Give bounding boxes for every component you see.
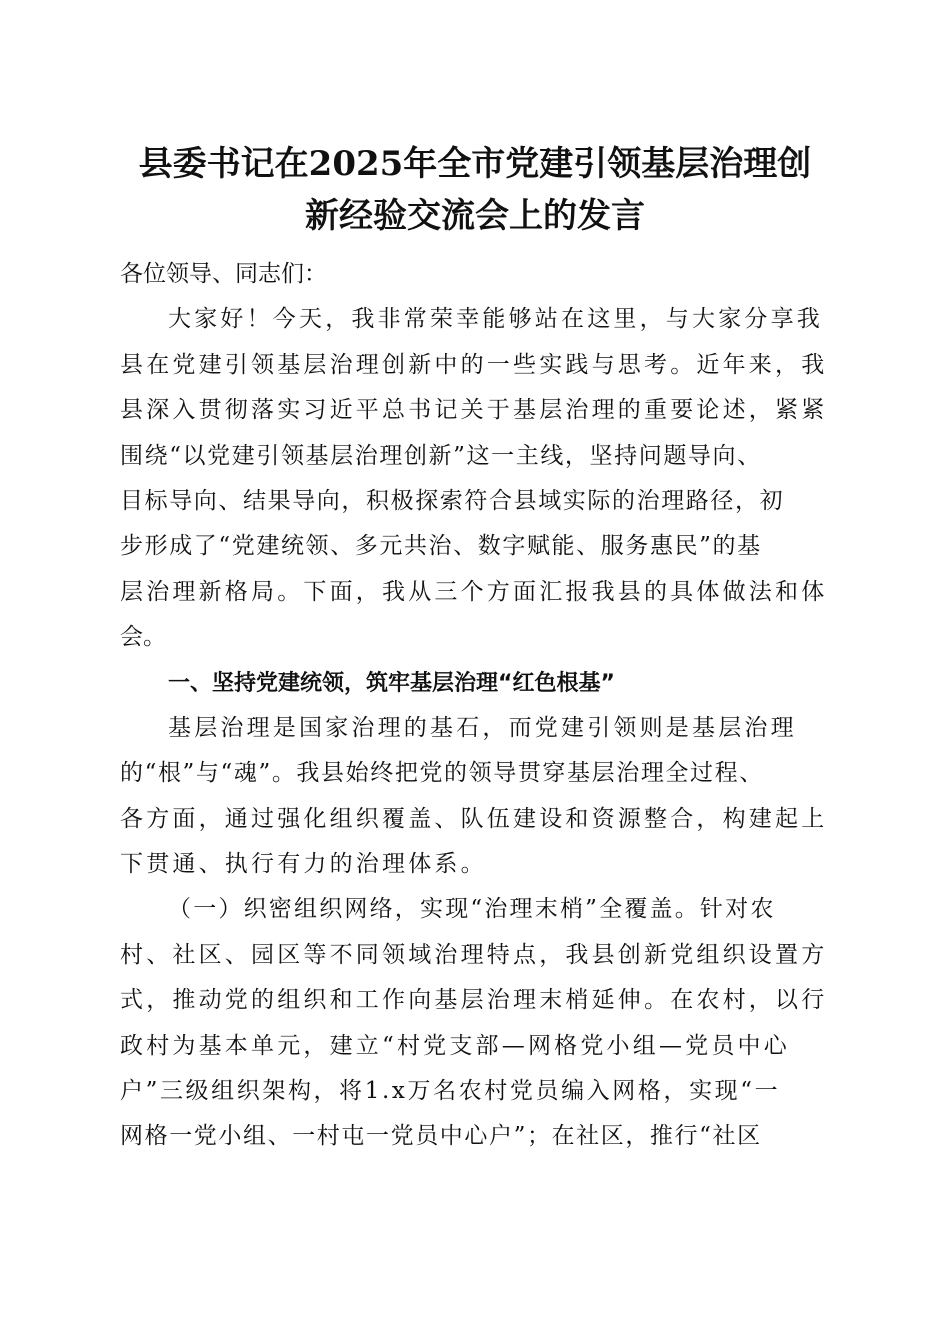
title-line-1: 县委书记在2025年全市党建引领基层治理创 (138, 144, 812, 184)
paragraph-line: 网格一党小组、一村屯一党员中心户”；在社区，推行“社区 (120, 1123, 762, 1150)
paragraph-line: 大家好！今天，我非常荣幸能够站在这里，与大家分享我 (168, 306, 823, 333)
section-heading: 一、坚持党建统领，筑牢基层治理“红色根基” (168, 670, 615, 696)
paragraph-line: 的“根”与“魂”。我县始终把党的领导贯穿基层治理全过程、 (120, 760, 764, 787)
subsection-line: （一）织密组织网络，实现“治理末梢”全覆盖。针对农 (168, 896, 776, 923)
paragraph-line: 会。 (120, 624, 166, 651)
paragraph-line: 目标导向、结果导向，积极探索符合县域实际的治理路径，初 (120, 487, 785, 514)
paragraph-line: 政村为基本单元，建立“村党支部—网格党小组—党员中心 (120, 1032, 790, 1059)
document-title (100, 138, 850, 242)
title-line-2: 新经验交流会上的发言 (305, 196, 645, 236)
paragraph-line: 村、社区、园区等不同领域治理特点，我县创新党组织设置方 (120, 941, 828, 968)
paragraph-line: 基层治理是国家治理的基石，而党建引领则是基层治理 (168, 714, 797, 741)
paragraph-line: 户”三级组织架构，将1.x万名农村党员编入网格，实现“一 (120, 1078, 781, 1105)
paragraph-line: 围绕“以党建引领基层治理创新”这一主线，坚持问题导向、 (120, 442, 762, 469)
paragraph-line: 县深入贯彻落实习近平总书记关于基层治理的重要论述，紧紧 (120, 397, 828, 424)
document-body (120, 252, 840, 1160)
paragraph-line: 层治理新格局。下面，我从三个方面汇报我县的具体做法和体 (120, 578, 828, 605)
paragraph-line: 县在党建引领基层治理创新中的一些实践与思考。近年来，我 (120, 351, 828, 378)
salutation: 各位领导、同志们： (120, 261, 327, 287)
paragraph-line: 各方面，通过强化组织覆盖、队伍建设和资源整合，构建起上 (120, 805, 828, 832)
paragraph-line: 式，推动党的组织和工作向基层治理末梢延伸。在农村，以行 (120, 987, 828, 1014)
paragraph-line: 步形成了“党建统领、多元共治、数字赋能、服务惠民”的基 (120, 533, 762, 560)
paragraph-line: 下贯通、执行有力的治理体系。 (120, 851, 487, 878)
